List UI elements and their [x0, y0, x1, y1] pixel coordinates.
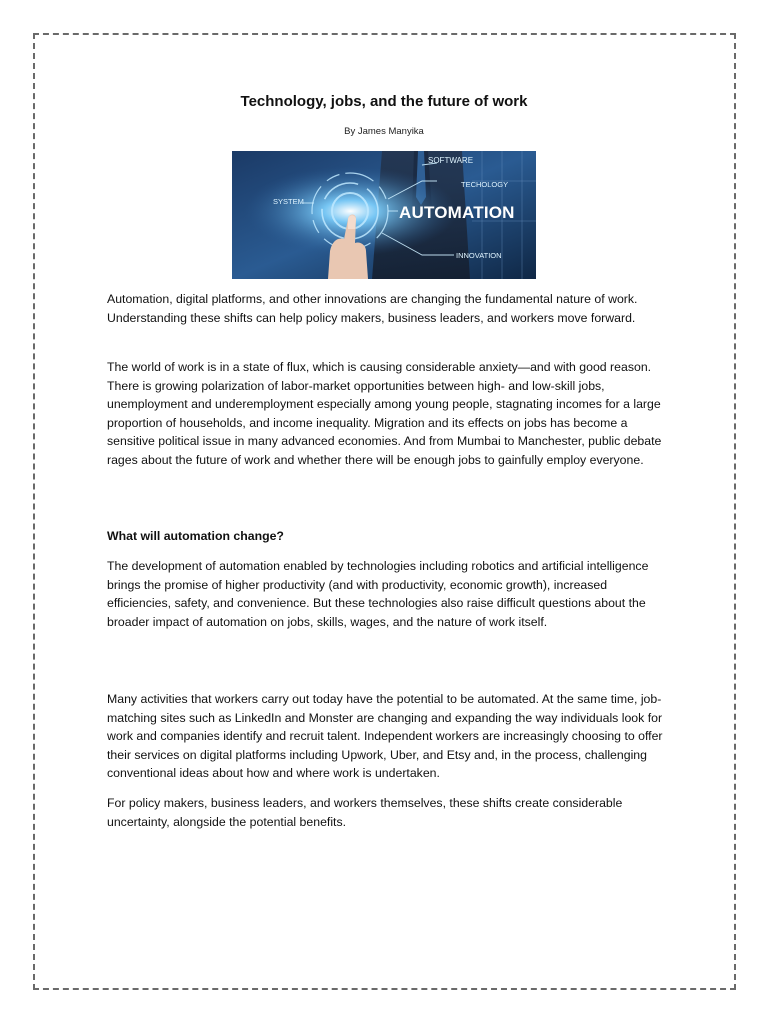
byline: By James Manyika	[344, 126, 424, 137]
uncertainty-paragraph	[107, 794, 663, 831]
image-label-system: SYSTEM	[273, 197, 304, 206]
automation-hero-image	[232, 151, 536, 279]
automation-development-paragraph	[107, 557, 663, 631]
activities-paragraph	[107, 690, 663, 783]
paragraph-text: For policy makers, business leaders, and workers themselves, these shifts create considerable uncertainty, alongside the potential benefits.	[107, 796, 623, 829]
paragraph-text: The development of automation enabled by technologies including robotics and artificial intelligence brings the promise of higher productivity (and with productivity, economic growth), increased efficiencies, safety, and convenience. But these technologies also raise difficult questions about the broader impact of automation on jobs, skills, wages, and the nature of work itself.	[107, 559, 649, 629]
document-title: Technology, jobs, and the future of work	[240, 93, 528, 110]
flux-paragraph	[107, 358, 663, 470]
image-label-innovation: INNOVATION	[456, 251, 502, 260]
paragraph-text: The world of work is in a state of flux, which is causing considerable anxiety—and with good reason. There is growing polarization of labor-market opportunities between high- and low-skill jobs, unemployment and underemployment especially among young people, stagnating incomes for a large proportion of households, and income inequality. Migration and its effects on jobs has become a sensitive political issue in many advanced economies. And from Mumbai to Manchester, public debate rages about the future of work and whether there will be enough jobs to gainfully employ everyone.	[107, 360, 662, 467]
section-heading: What will automation change?	[107, 529, 284, 543]
image-label-technology: TECHOLOGY	[461, 180, 509, 189]
intro-paragraph	[107, 290, 663, 327]
image-label-software: SOFTWARE	[428, 156, 474, 165]
paragraph-text: Automation, digital platforms, and other innovations are changing the fundamental nature of work. Understanding these shifts can help policy makers, business leaders, and workers move forward.	[107, 292, 638, 325]
paragraph-text: Many activities that workers carry out today have the potential to be automated. At the same time, job-matching sites such as LinkedIn and Monster are changing and expanding the way individuals look for work and companies identify and recruit talent. Independent workers are increasingly choosing to offer their services on digital platforms including Upwork, Uber, and Etsy and, in the process, challenging conventional ideas about how and where work is undertaken.	[107, 692, 663, 781]
image-label-automation: AUTOMATION	[399, 203, 515, 222]
